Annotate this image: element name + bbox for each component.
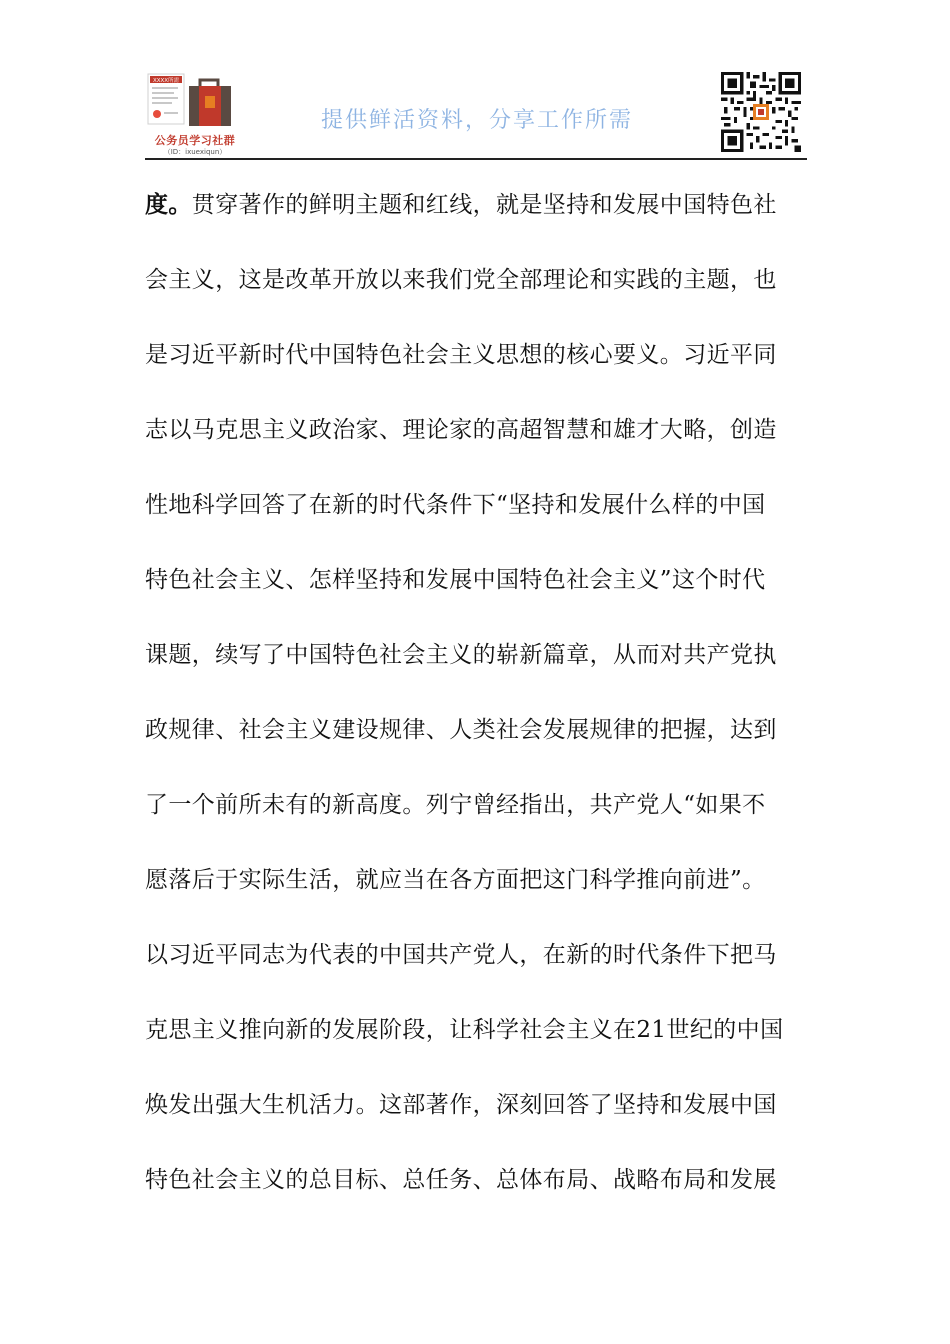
- text-line: 性地科学回答了在新的时代条件下“坚持和发展什么样的中国: [145, 492, 766, 518]
- text-line: 以习近平同志为代表的中国共产党人，在新的时代条件下把马: [145, 942, 777, 968]
- text-line: 特色社会主义的总目标、总任务、总体布局、战略布局和发展: [145, 1167, 777, 1193]
- text-line-content: 贯穿著作的鲜明主题和红线，就是坚持和发展中国特色社: [191, 192, 777, 218]
- text-line: 克思主义推向新的发展阶段，让科学社会主义在21世纪的中国: [145, 1017, 784, 1043]
- text-line: 政规律、社会主义建设规律、人类社会发展规律的把握，达到: [145, 717, 777, 743]
- header-slogan: 提供鲜活资料，分享工作所需: [321, 108, 634, 133]
- briefcase-document-icon: [145, 72, 245, 132]
- logo-top-text: XXXX所需: [152, 78, 180, 84]
- text-line: 会主义，这是改革开放以来我们党全部理论和实践的主题，也: [145, 267, 777, 293]
- bold-lead: 度。: [145, 191, 192, 218]
- text-line: [145, 180, 805, 255]
- community-logo: [145, 72, 245, 158]
- text-line: 是习近平新时代中国特色社会主义思想的核心要义。习近平同: [145, 342, 777, 368]
- text-line: 课题，续写了中国特色社会主义的崭新篇章，从而对共产党执: [145, 642, 777, 668]
- header-divider: [145, 158, 807, 160]
- text-line: 特色社会主义、怎样坚持和发展中国特色社会主义”这个时代: [145, 567, 766, 593]
- text-line: 了一个前所未有的新高度。列宁曾经指出，共产党人“如果不: [145, 792, 766, 818]
- qr-code-icon: [721, 72, 801, 152]
- logo-id: （ID：ixuexiqun）: [163, 148, 227, 156]
- logo-caption: 公务员学习社群: [154, 134, 236, 147]
- text-line: 愿落后于实际生活，就应当在各方面把这门科学推向前进”。: [145, 867, 766, 893]
- text-line: 志以马克思主义政治家、理论家的高超智慧和雄才大略，创造: [145, 417, 777, 443]
- page-header: [145, 70, 805, 160]
- text-line: 焕发出强大生机活力。这部著作，深刻回答了坚持和发展中国: [145, 1092, 777, 1118]
- document-body: [145, 180, 805, 1230]
